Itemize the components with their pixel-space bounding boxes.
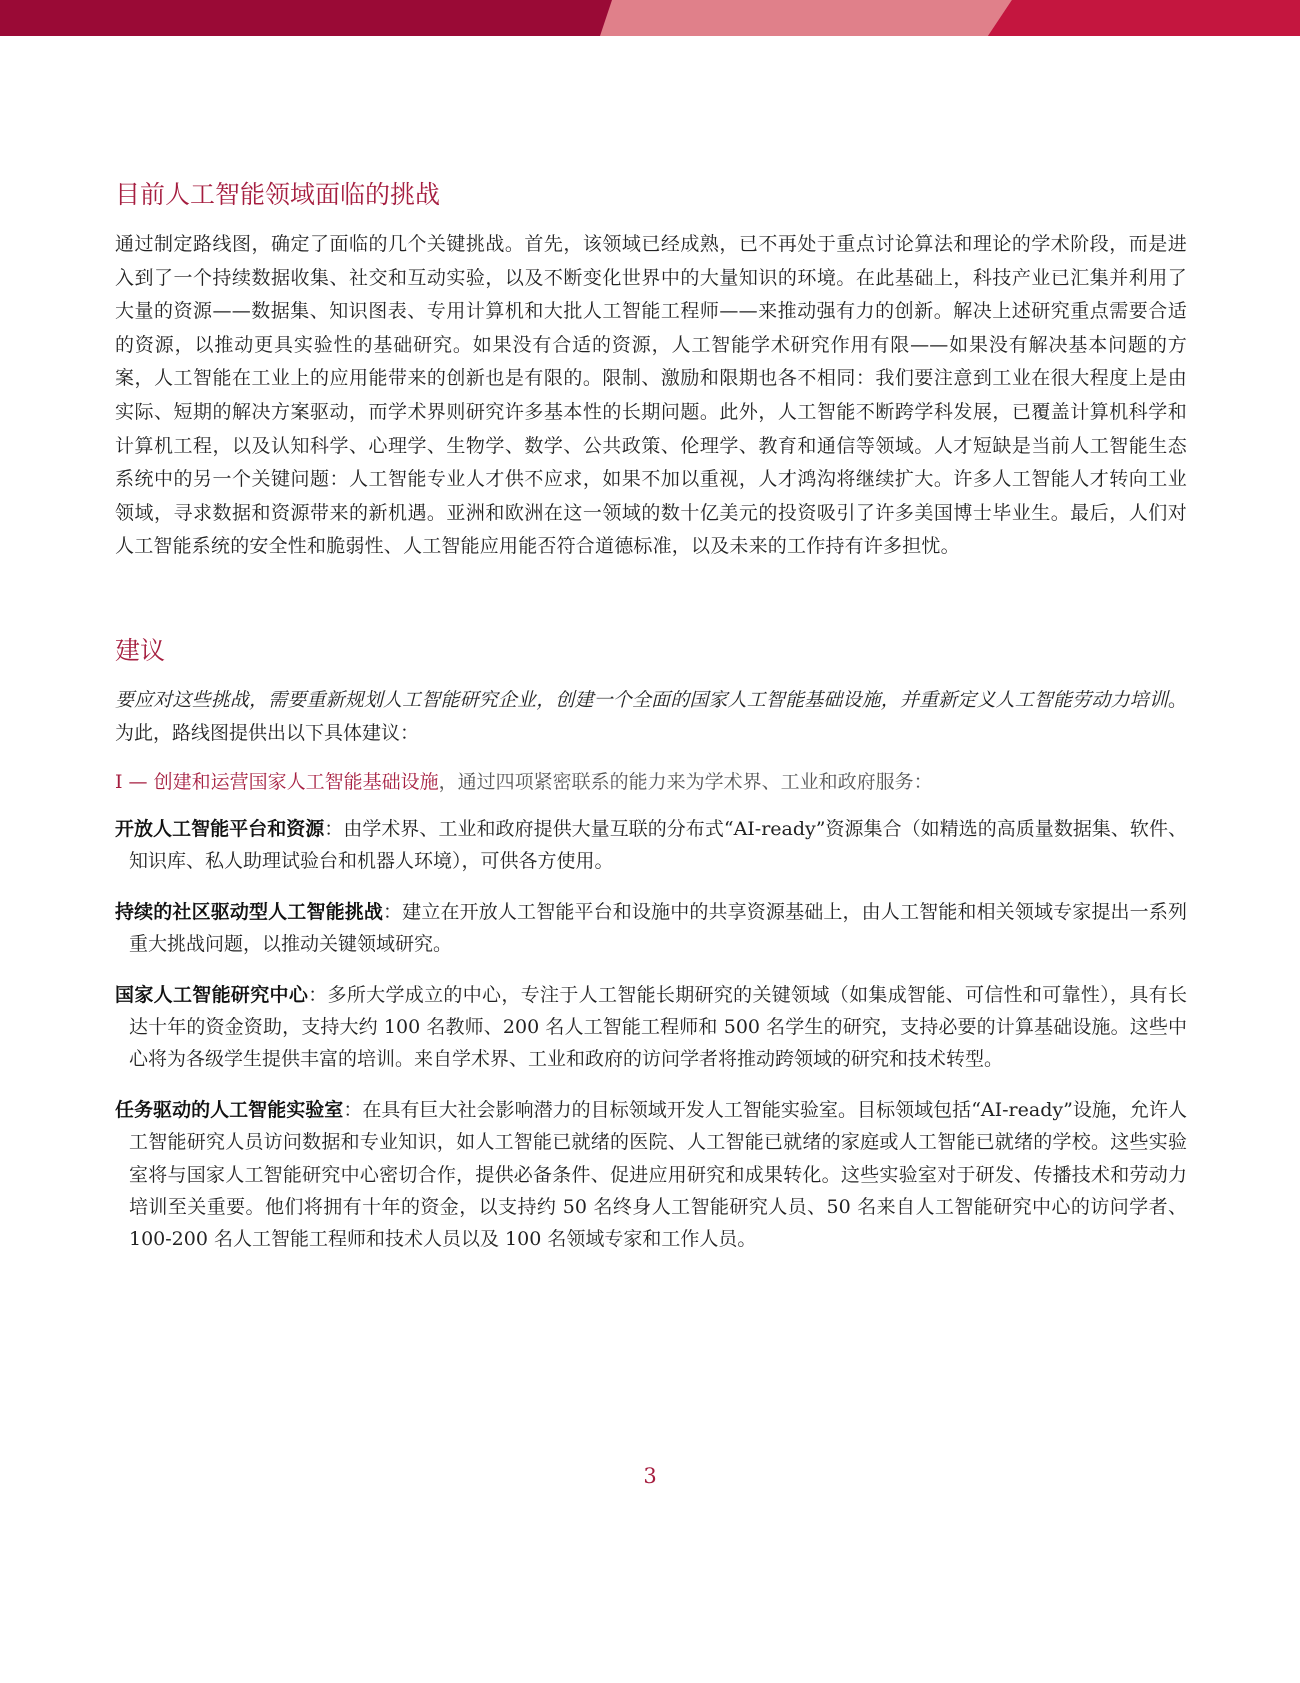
recommendation-one-line — [115, 766, 1187, 799]
challenges-heading: 目前人工智能领域面临的挑战 — [115, 180, 441, 209]
intro-italic-text: 要应对这些挑战，需要重新规划人工智能研究企业，创建一个全面的国家人工智能基础设施，并重新定义人工智能劳动力培训 — [115, 688, 1168, 711]
item-national-research-centers — [115, 979, 1187, 1076]
recommendations-intro — [115, 684, 1187, 750]
item-term: 任务驱动的人工智能实验室 — [115, 1098, 344, 1121]
item-mission-driven-labs — [115, 1094, 1187, 1256]
item-term: 国家人工智能研究中心 — [115, 983, 309, 1006]
item-open-ai-platform — [115, 813, 1187, 878]
banner-graphic — [0, 0, 1300, 36]
recommendation-one-emphasis: 创建和运营国家人工智能基础设施 — [153, 770, 439, 793]
item-text: ：由学术界、工业和政府提供大量互联的分布式“AI-ready”资源集合（如精选的高质量数据集、软件、知识库、私人助理试验台和机器人环境），可供各方使用。 — [129, 817, 1187, 873]
item-text: ：多所大学成立的中心，专注于人工智能长期研究的关键领域（如集成智能、可信性和可靠性），具有长达十年的资金资助，支持大约 100 名教师、200 名人工智能工程师和 500 名学生的研究，支持必要的计算基础设施。这些中心将为各级学生提供丰富的培训。来自学术界、工业和政府的访问学者将推动跨领域的研究和技术转型。 — [129, 983, 1187, 1071]
item-term: 持续的社区驱动型人工智能挑战 — [115, 900, 384, 923]
recommendations-heading: 建议 — [115, 635, 166, 665]
recommendation-one-rest: ，通过四项紧密联系的能力来为学术界、工业和政府服务： — [438, 770, 933, 793]
page-number: 3 — [643, 1464, 657, 1488]
item-text: ：在具有巨大社会影响潜力的目标领域开发人工智能实验室。目标领域包括“AI-ready”设施，允许人工智能研究人员访问数据和专业知识，如人工智能已就绪的医院、人工智能已就绪的家庭或人工智能已就绪的学校。这些实验室将与国家人工智能研究中心密切合作，提供必备条件、促进应用研究和成果转化。这些实验室对于研发、传播技术和劳动力培训至关重要。他们将拥有十年的资金，以支持约 50 名终身人工智能研究人员、50 名来自人工智能研究中心的访问学者、100-200 名人工智能工程师和技术人员以及 100 名领域专家和工作人员。 — [129, 1098, 1187, 1251]
page-content — [115, 178, 1187, 1256]
item-term: 开放人工智能平台和资源 — [115, 817, 325, 840]
roman-dash: — — [122, 770, 154, 793]
banner-pink-band — [600, 0, 1012, 36]
item-community-challenges — [115, 896, 1187, 961]
item-text: ：建立在开放人工智能平台和设施中的共享资源基础上，由人工智能和相关领域专家提出一系列重大挑战问题，以推动关键领域研究。 — [129, 900, 1187, 956]
roman-numeral: I — [115, 770, 123, 793]
challenges-paragraph: 通过制定路线图，确定了面临的几个关键挑战。首先，该领域已经成熟，已不再处于重点讨论算法和理论的学术阶段，而是进入到了一个持续数据收集、社交和互动实验，以及不断变化世界中的大量知识的环境。在此基础上，科技产业已汇集并利用了大量的资源——数据集、知识图表、专用计算机和大批人工智能工程师——来推动强有力的创新。解决上述研究重点需要合适的资源，以推动更具实验性的基础研究。如果没有合适的资源，人工智能学术研究作用有限——如果没有解决基本问题的方案，人工智能在工业上的应用能带来的创新也是有限的。限制、激励和限期也各不相同：我们要注意到工业在很大程度上是由实际、短期的解决方案驱动，而学术界则研究许多基本性的长期问题。此外，人工智能不断跨学科发展，已覆盖计算机科学和计算机工程，以及认知科学、心理学、生物学、数学、公共政策、伦理学、教育和通信等领域。人才短缺是当前人工智能生态系统中的另一个关键问题：人工智能专业人才供不应求，如果不加以重视，人才鸿沟将继续扩大。许多人工智能人才转向工业领域，寻求数据和资源带来的新机遇。亚洲和欧洲在这一领域的数十亿美元的投资吸引了许多美国博士毕业生。最后，人们对人工智能系统的安全性和脆弱性、人工智能应用能否符合道德标准，以及未来的工作持有许多担忧。 — [115, 233, 1187, 558]
intro-rest-text: 。为此，路线图提供出以下具体建议： — [115, 688, 1187, 744]
top-decorative-banner — [0, 0, 1300, 36]
banner-red-band — [988, 0, 1300, 36]
section-spacer — [115, 564, 1187, 634]
